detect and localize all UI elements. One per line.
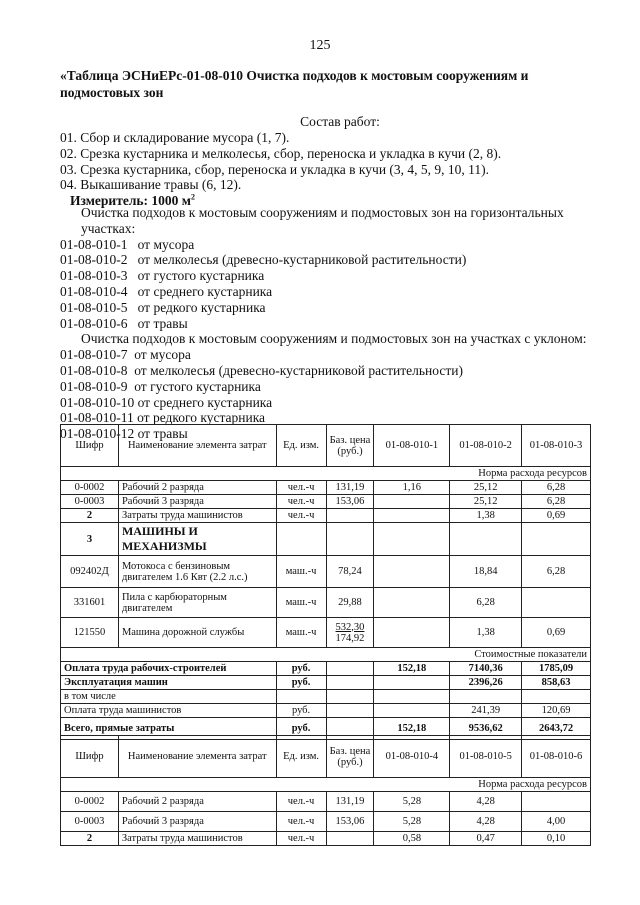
table-cell (326, 704, 374, 718)
table-cell: руб. (276, 704, 326, 718)
table-cell: 1,16 (374, 481, 450, 495)
table-cell: 152,18 (374, 662, 450, 676)
table-cell (374, 690, 450, 704)
code-item: 01-08-010-8 от мелколесья (древесно-кустарниковой растительности) (60, 362, 463, 378)
table-cell: Затраты труда машинистов (118, 509, 276, 523)
table-cell: 4,28 (450, 792, 522, 812)
table-cell: Затраты труда машинистов (118, 832, 276, 846)
table-cell: Рабочий 2 разряда (118, 481, 276, 495)
table-cell: 120,69 (522, 704, 591, 718)
table-cell (276, 690, 326, 704)
table-cell: 121550 (61, 618, 119, 648)
code-item: 01-08-010-4 от среднего кустарника (60, 283, 273, 299)
table-cell: 1,38 (450, 509, 522, 523)
table-row (61, 495, 591, 509)
code-item: 01-08-010-10 от среднего кустарника (60, 394, 273, 410)
table-cell: руб. (276, 718, 326, 740)
table-row (61, 523, 591, 556)
table-cell (326, 662, 374, 676)
table-cell: 25,12 (450, 495, 522, 509)
table-cell: 1,38 (450, 618, 522, 648)
table-cell: 0-0003 (61, 812, 119, 832)
code-item: 01-08-010-3 от густого кустарника (60, 268, 265, 284)
table-cell: 0,69 (522, 509, 591, 523)
meter-label: Измеритель: 1000 $м^2$ (70, 192, 195, 208)
table-cell: 4,00 (522, 812, 591, 832)
table-cell: 092402Д (61, 556, 119, 588)
resource-table-1 (60, 424, 591, 740)
table-cell (374, 495, 450, 509)
table-cell (326, 676, 374, 690)
table-cell (276, 523, 326, 556)
resource-table-2 (60, 735, 591, 846)
table-cell: руб. (276, 676, 326, 690)
header-cell: Баз. цена (руб.) (326, 425, 374, 467)
header-cell: 01-08-010-1 (374, 425, 450, 467)
table-cell: чел.-ч (276, 792, 326, 812)
table-cell: Рабочий 2 разряда (118, 792, 276, 812)
table-cell: чел.-ч (276, 495, 326, 509)
group2-title: Очистка подходов к мостовым сооружениям и подмостовых зон на участках с уклоном: (81, 331, 587, 347)
code-item: 01-08-010-7 от мусора (60, 347, 191, 363)
table-cell: Эксплуатация машин (61, 676, 277, 690)
table-cell: Оплата труда машинистов (61, 704, 277, 718)
table-cell: МАШИНЫ И МЕХАНИЗМЫ (118, 523, 276, 556)
work-item: 03. Срезка кустарника, сбор, переноска и укладка в кучи (3, 4, 5, 9, 10, 11). (60, 161, 490, 177)
table-cell (374, 556, 450, 588)
table-cell: маш.-ч (276, 556, 326, 588)
cost-row (61, 662, 591, 676)
table-cell: 78,24 (326, 556, 374, 588)
table-cell: 0,58 (374, 832, 450, 846)
group1-title: Очистка подходов к мостовым сооружениям и подмостовых зон на горизонтальных (81, 205, 564, 220)
header-cell: Шифр (61, 736, 119, 778)
table-cell: 9536,62 (450, 718, 522, 740)
table-cell: руб. (276, 662, 326, 676)
table-cell (326, 690, 374, 704)
table-cell (326, 832, 374, 846)
table-title: «Таблица ЭСНиЕРс-01-08-010 Очистка подходов к мостовым сооружениям и подмостовых зон (60, 68, 529, 100)
header-cell: Ед. изм. (276, 425, 326, 467)
header-cell: 01-08-010-6 (522, 736, 591, 778)
header-cell: 01-08-010-3 (522, 425, 591, 467)
table-cell: 6,28 (450, 588, 522, 618)
header-cell: 01-08-010-2 (450, 425, 522, 467)
table-cell: 153,06 (326, 495, 374, 509)
table-cell: 331601 (61, 588, 119, 618)
table-cell: 0-0003 (61, 495, 119, 509)
table-cell (326, 509, 374, 523)
table-cell: маш.-ч (276, 618, 326, 648)
code-item: 01-08-010-2 от мелколесья (древесно-кустарниковой растительности) (60, 252, 467, 268)
table-cell: Всего, прямые затраты (61, 718, 277, 740)
table-cell: 2643,72 (522, 718, 591, 740)
table-cell: 25,12 (450, 481, 522, 495)
table-cell: 153,06 (326, 812, 374, 832)
composition-heading: Состав работ: (300, 114, 380, 129)
table-cell: чел.-ч (276, 812, 326, 832)
table-cell (374, 588, 450, 618)
table-cell: Оплата труда рабочих-строителей (61, 662, 277, 676)
table-cell: в том числе (61, 690, 277, 704)
table-cell: 0-0002 (61, 481, 119, 495)
table-cell: 0,10 (522, 832, 591, 846)
table-cell (522, 792, 591, 812)
table-cell: 6,28 (522, 481, 591, 495)
header-cell: 01-08-010-5 (450, 736, 522, 778)
table-row (61, 588, 591, 618)
table-cell: 2396,26 (450, 676, 522, 690)
table-row (61, 618, 591, 648)
table-cell: 131,19 (326, 792, 374, 812)
header-cell: Шифр (61, 425, 119, 467)
table-cell: 18,84 (450, 556, 522, 588)
code-item: 01-08-010-5 от редкого кустарника (60, 299, 266, 315)
page-number: 125 (309, 38, 331, 53)
table-cell (326, 523, 374, 556)
table-cell: Машина дорожной службы (118, 618, 276, 648)
table-cell: 7140,36 (450, 662, 522, 676)
code-item: 01-08-010-9 от густого кустарника (60, 378, 261, 394)
code-item: 01-08-010-1 от мусора (60, 236, 195, 252)
table-cell: чел.-ч (276, 832, 326, 846)
table-cell: маш.-ч (276, 588, 326, 618)
section-label: Стоимостные показатели (61, 648, 591, 662)
table-cell: 2 (61, 509, 119, 523)
table-cell (374, 509, 450, 523)
table-row (61, 556, 591, 588)
table-cell: 0-0002 (61, 792, 119, 812)
table-row (61, 832, 591, 846)
table-cell: 2 (61, 832, 119, 846)
table-row (61, 792, 591, 812)
header-cell: 01-08-010-4 (374, 736, 450, 778)
code-item: 01-08-010-11 от редкого кустарника (60, 410, 266, 426)
table-cell: чел.-ч (276, 481, 326, 495)
code-item: 01-08-010-12 от травы (60, 426, 188, 442)
table-cell (374, 704, 450, 718)
table-cell: Рабочий 3 разряда (118, 495, 276, 509)
table-cell: Рабочий 3 разряда (118, 812, 276, 832)
cost-row (61, 704, 591, 718)
table-cell: 4,28 (450, 812, 522, 832)
header-cell: Баз. цена (руб.) (326, 736, 374, 778)
table-cell: 5,28 (374, 792, 450, 812)
table-cell (374, 523, 450, 556)
price-value: 532,30 (335, 621, 365, 633)
table-cell: 241,39 (450, 704, 522, 718)
table-cell (374, 618, 450, 648)
table-cell: 1785,09 (522, 662, 591, 676)
table-cell: чел.-ч (276, 509, 326, 523)
table-cell: 131,19 (326, 481, 374, 495)
price-value: 174,92 (335, 632, 365, 644)
group1 (60, 205, 620, 442)
table-cell (450, 690, 522, 704)
table-row (61, 481, 591, 495)
table-cell: 0,47 (450, 832, 522, 846)
table-cell (374, 676, 450, 690)
header-cell: Ед. изм. (276, 736, 326, 778)
table-cell: 0,69 (522, 618, 591, 648)
table-cell: 6,28 (522, 556, 591, 588)
table-cell: 152,18 (374, 718, 450, 740)
table-cell: 3 (61, 523, 119, 556)
work-item: 01. Сбор и складирование мусора (1, 7). (60, 130, 290, 145)
section-label: Норма расхода ресурсов (61, 778, 591, 792)
table-cell: 5,28 (374, 812, 450, 832)
code-item: 01-08-010-6 от травы (60, 315, 188, 331)
table-cell (522, 523, 591, 556)
table-cell: 858,63 (522, 676, 591, 690)
table-cell: 6,28 (522, 495, 591, 509)
work-item: 04. Выкашивание травы (6, 12). (60, 177, 242, 193)
table-row (61, 812, 591, 832)
header-cell: Наименование элемента затрат (118, 736, 276, 778)
cost-row (61, 676, 591, 690)
table-cell: Пила с карбюраторным двигателем (118, 588, 276, 618)
work-item: 02. Срезка кустарника и мелколесья, сбор, переноска и укладка в кучи (2, 8). (60, 145, 502, 161)
table-cell (522, 588, 591, 618)
table-cell (522, 690, 591, 704)
table-cell (450, 523, 522, 556)
section-label: Норма расхода ресурсов (61, 467, 591, 481)
header-cell: Наименование элемента затрат (118, 425, 276, 467)
table-cell (326, 618, 374, 648)
table-cell: 29,88 (326, 588, 374, 618)
table-row (61, 509, 591, 523)
group1-title-cont: участках: (81, 220, 136, 236)
works-list (60, 130, 620, 193)
table-cell: Мотокоса с бензиновым двигателем 1.6 Квт (2.2 л.с.) (118, 556, 276, 588)
cost-row (61, 690, 591, 704)
